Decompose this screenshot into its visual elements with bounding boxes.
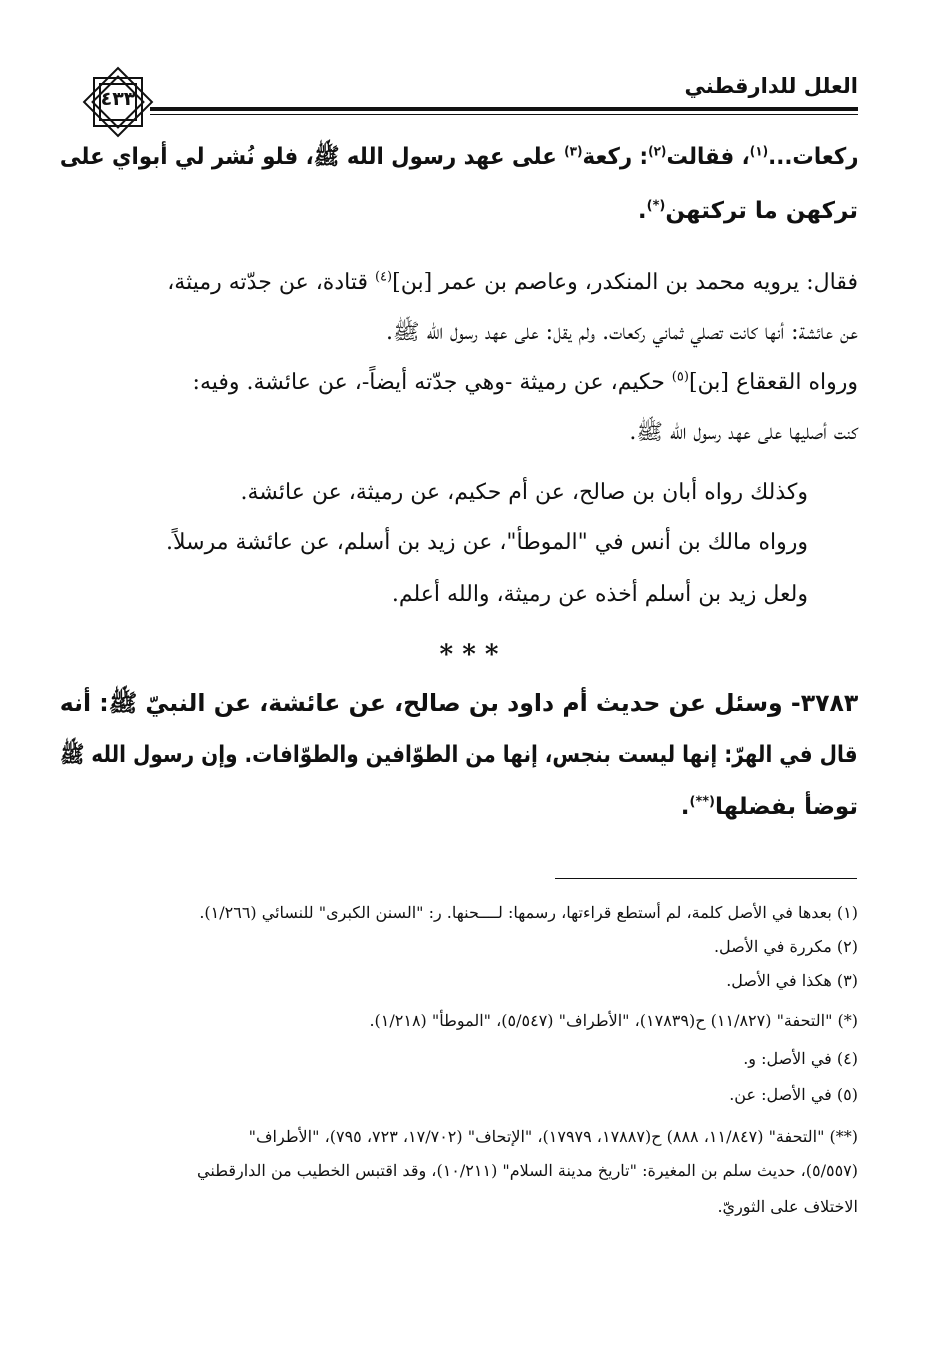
running-title: العلل للدارقطني [684,74,858,98]
footnote-5: (٤) في الأصل: و. [743,1049,858,1068]
header-rule [150,107,858,111]
footnote-2: (٢) مكررة في الأصل. [713,937,858,956]
section-separator: * * * [439,640,499,670]
footnote-6: (٥) في الأصل: عن. [729,1085,858,1104]
body-line-9: ولعل زيد بن أسلم أخذه عن رميثة، والله أعلم. [391,582,808,607]
body-line-6: كنت أصليها على عهد رسول الله ﷺ. [629,420,858,445]
page-number-badge [78,62,158,142]
footnote-9: الاختلاف على الثوريّ. [717,1197,858,1216]
question-line-1: ٣٧٨٣- وسئل عن حديث أم داود بن صالح، عن عائشة، عن النبيّ ﷺ: أنه [59,689,858,717]
body-line-5: ورواه القعقاع [بن]$^{(٥)}$ حكيم، عن رميثة -وهي جدّته أيضاً-، عن عائشة. وفيه: [192,369,858,395]
body-line-2: تركهن ما تركتهن(*). [637,198,858,224]
footnote-1: (١) بعدها في الأصل كلمة، لم أستطع قراءتها، رسمها: لــــحنها. ر: "السنن الكبرى" للنسائي (١/٢٦٦). [199,903,858,922]
body-line-7: وكذلك رواه أبان بن صالح، عن أم حكيم، عن رميثة، عن عائشة. [240,480,808,505]
footnote-rule [555,878,857,879]
footnote-4: (*) "التحفة" (١١/٨٢٧) ح(١٧٨٣٩)، "الأطراف" (٥/٥٤٧)، "الموطأ" (١/٢١٨). [369,1011,858,1030]
body-line-8: ورواه مالك بن أنس في "الموطأ"، عن زيد بن أسلم، عن عائشة مرسلاً. [166,530,808,555]
page-number: ٤٣٣ [100,88,136,110]
footnote-8: (٥/٥٥٧)، حديث سلم بن المغيرة: "تاريخ مدينة السلام" (١٠/٢١١)، وقد اقتبس الخطيب من الدارقطني [197,1161,858,1180]
footnote-7: (**) "التحفة" (١١/٨٤٧، ٨٨٨) ح(١٧٨٨٧، ١٧٩٧٩)، "الإتحاف" (١٧/٧٠٢، ٧٢٣، ٧٩٥)، "الأطراف" [248,1127,858,1146]
question-line-2: قال في الهرّ: إنها ليست بنجس، إنها من الطوّافين والطوّافات. وإن رسول الله ﷺ [60,742,858,768]
body-line-3: فقال: يرويه محمد بن المنكدر، وعاصم بن عمر [بن]$^{(٤)}$ قتادة، عن جدّته رميثة، [167,269,858,295]
header-rule-thin [150,114,858,115]
footnote-3: (٣) هكذا في الأصل. [726,971,858,990]
body-line-1: ركعات...$^{(١)}$، فقالت$^{(٢)}$: ركعة$^{(٣)}$ على عهد رسول الله ﷺ، فلو نُشر لي أبواي على [59,144,858,170]
question-line-3: توضأ بفضلها(**). [680,794,858,820]
body-line-4: عن عائشة: أنها كانت تصلي ثماني ركعات. ولم يقل: على عهد رسول الله ﷺ. [386,320,858,345]
